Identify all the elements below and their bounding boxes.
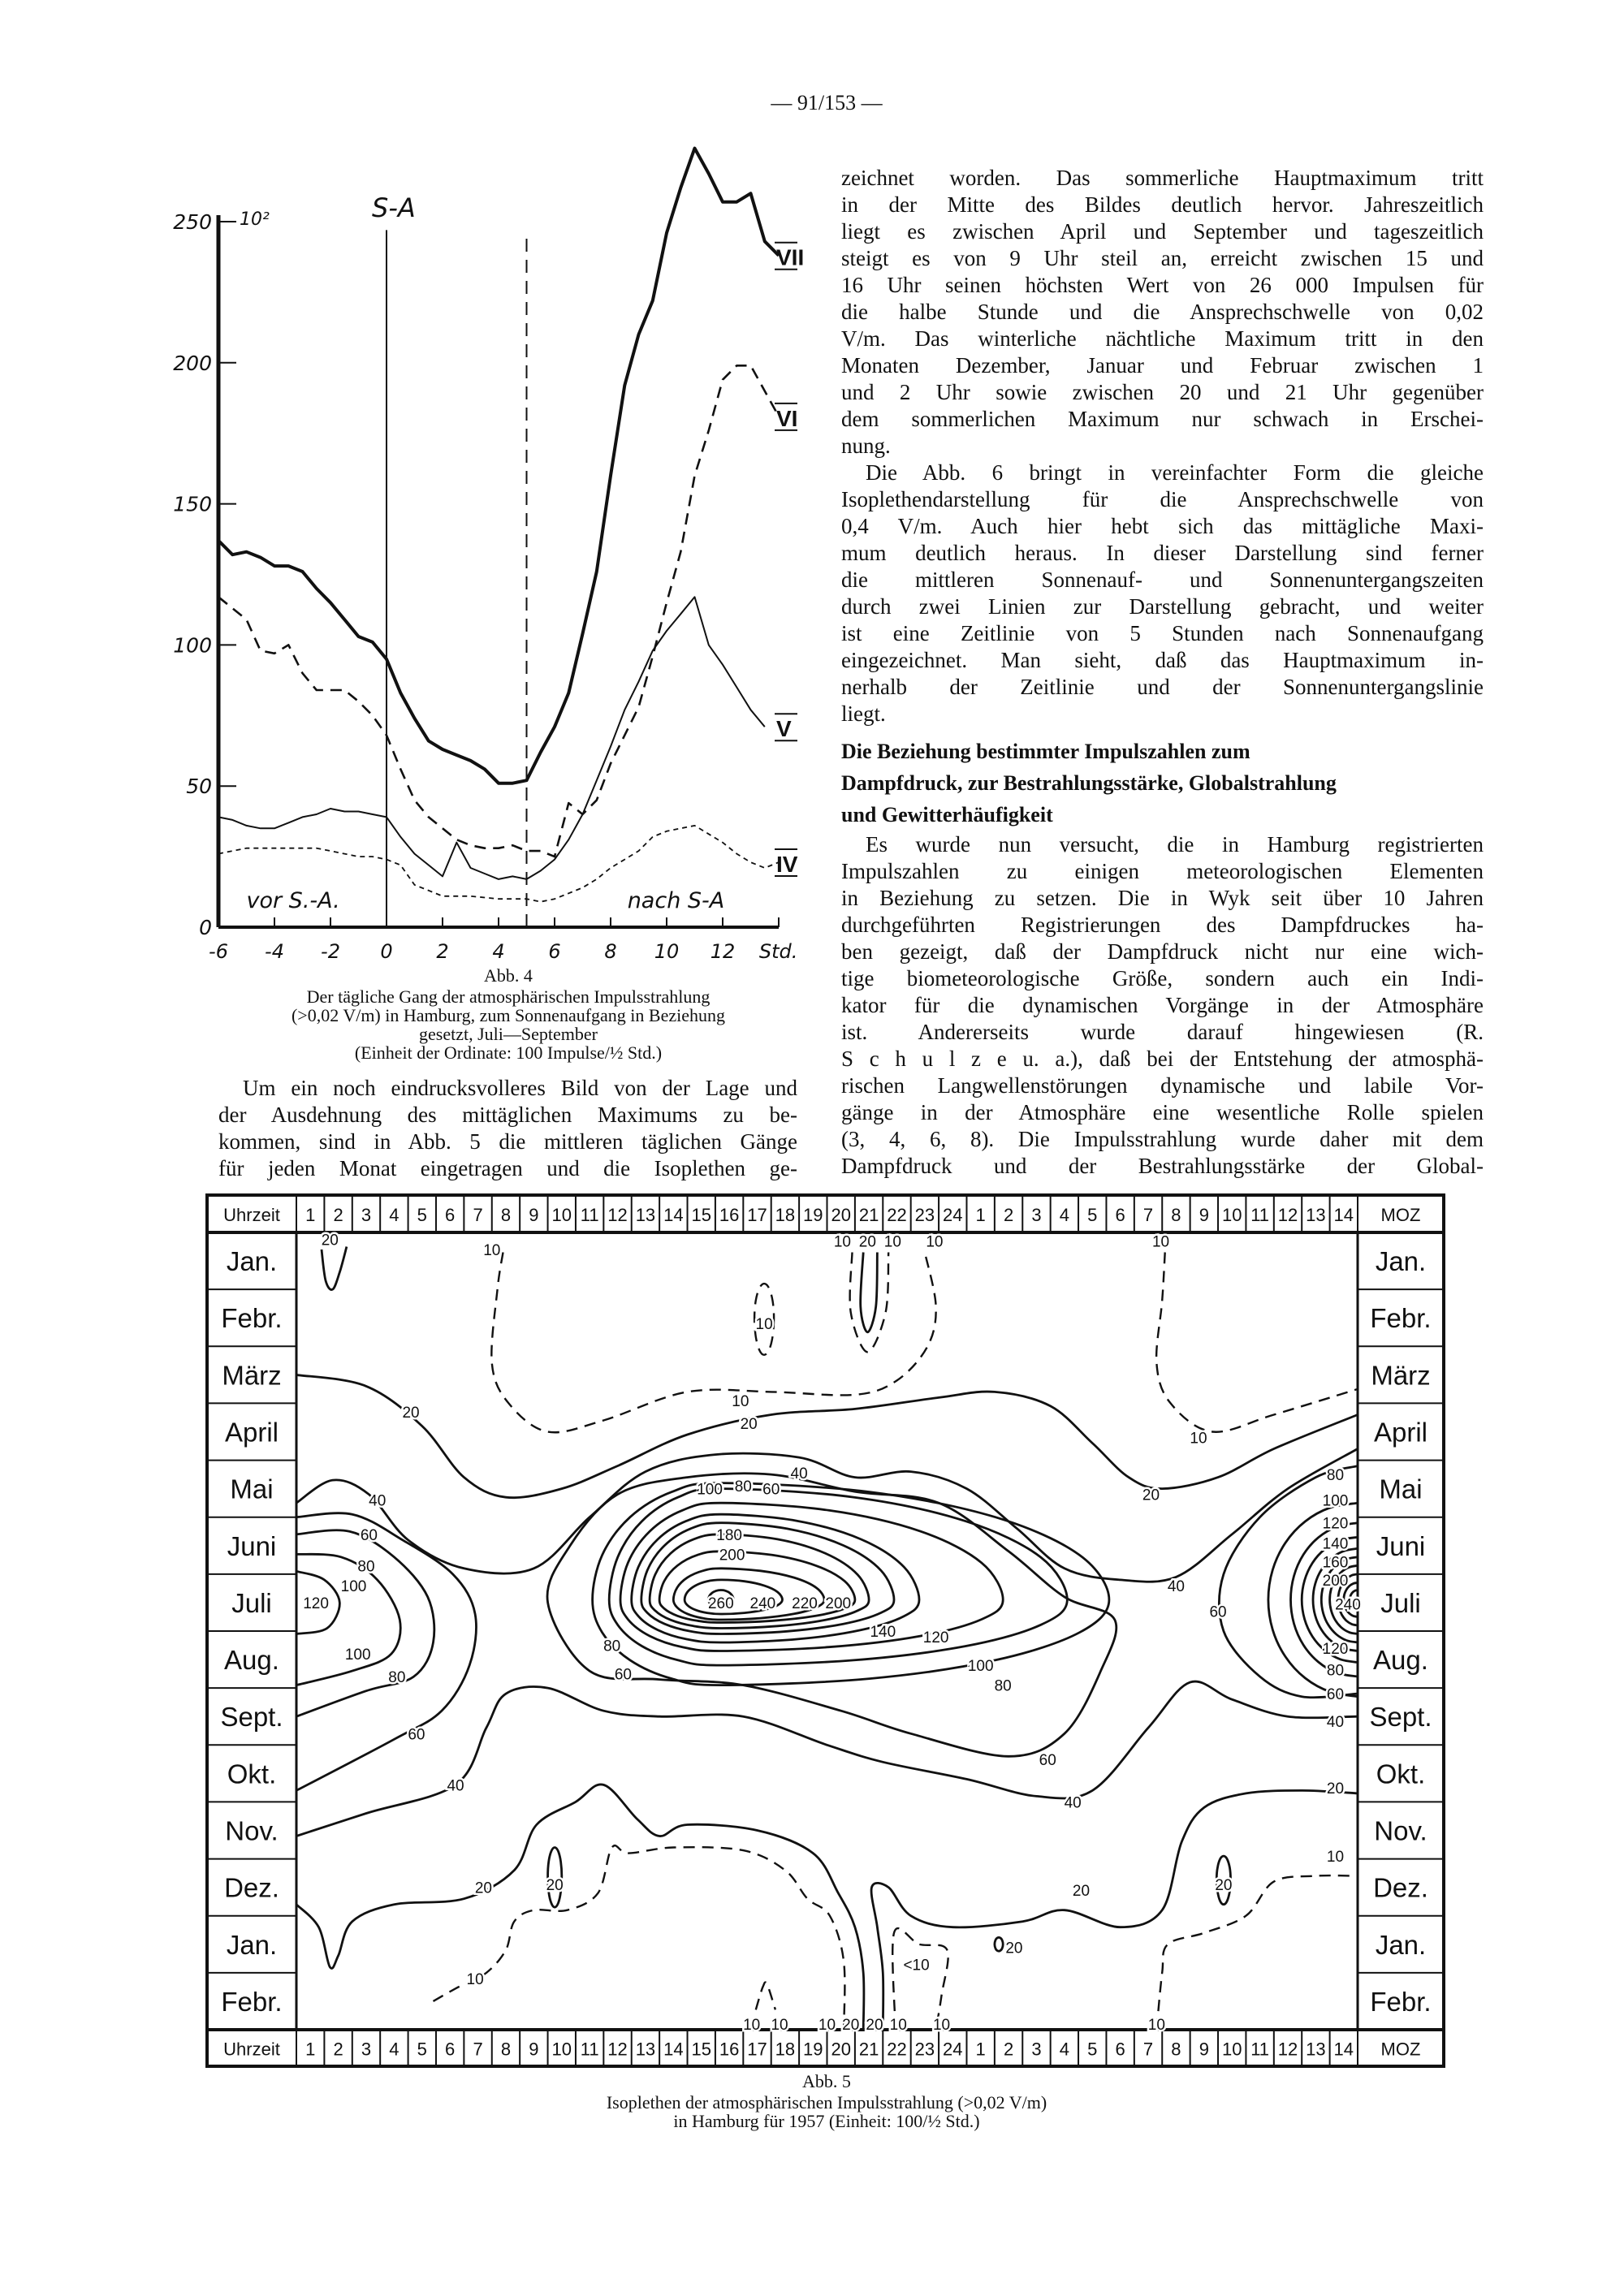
text-line: ist. Andererseits wurde darauf hingewiesen (R.: [841, 1020, 1484, 1044]
month-label-right: Juli: [1380, 1587, 1421, 1618]
isopleth-label: 10: [483, 1242, 501, 1260]
isopleth-label: 120: [1322, 1641, 1349, 1659]
month-label-left: April: [224, 1417, 279, 1448]
caption-line: (Einheit der Ordinate: 100 Impulse/½ Std.): [354, 1042, 663, 1063]
isopleth-label: 100: [697, 1481, 723, 1499]
isopleth-label: 60: [1209, 1603, 1227, 1621]
text-line: Isoplethendarstellung für die Ansprechschwelle von: [841, 487, 1484, 511]
caption-line: Isoplethen der atmosphärischen Impulsstrahlung (>0,02 V/m): [606, 2092, 1047, 2113]
isopleth-label: 80: [994, 1677, 1012, 1695]
text-line: liegt es zwischen April und September und tageszeitlich: [841, 219, 1484, 244]
hour-label-bottom: 13: [1306, 2039, 1326, 2060]
x-tick-label: -4: [265, 940, 284, 963]
text-line: die mittleren Sonnenauf- und Sonnenuntergangszeiten: [841, 568, 1484, 592]
figure-4-line-chart: [173, 149, 804, 963]
isopleth-label: 10: [466, 1970, 484, 1988]
text-line: V/m. Das winterliche nächtliche Maximum tritt in den: [841, 326, 1484, 351]
right-column-paragraph-3: [841, 831, 1484, 1180]
hour-label-bottom: 17: [747, 2039, 767, 2060]
isopleth-label: 260: [707, 1595, 734, 1612]
hour-label-bottom: 19: [803, 2039, 823, 2060]
month-label-left: März: [222, 1360, 282, 1391]
month-label-right: Jan.: [1375, 1246, 1427, 1277]
hour-label-bottom: 13: [635, 2039, 656, 2060]
hour-label-top: 23: [914, 1205, 935, 1225]
month-label-right: Nov.: [1374, 1815, 1427, 1846]
hour-label-top: 10: [1221, 1205, 1242, 1225]
hour-label-bottom: 6: [445, 2039, 456, 2060]
hour-label-top: 13: [1306, 1205, 1326, 1225]
figure-5-isopleth-chart: [207, 1195, 1444, 2066]
figure-5-caption: [487, 2072, 1166, 2130]
series-line-V: [218, 597, 765, 879]
hour-label-bottom: 8: [500, 2039, 512, 2060]
caption-line: in Hamburg für 1957 (Einheit: 100/½ Std.): [673, 2111, 980, 2131]
header-label-moz: MOZ: [1380, 1205, 1421, 1225]
hour-label-bottom: 12: [607, 2039, 628, 2060]
text-line: Dampfdruck und der Bestrahlungsstärke der Global-: [841, 1154, 1484, 1178]
month-label-left: Sept.: [220, 1702, 283, 1733]
month-label-left: Nov.: [225, 1815, 279, 1846]
isopleth-label: 100: [344, 1646, 371, 1664]
x-tick-label: 10: [654, 940, 680, 963]
isopleth-label: 10: [1151, 1233, 1170, 1251]
hour-label-bottom: 5: [1087, 2039, 1098, 2060]
x-tick-label: 8: [604, 940, 617, 963]
x-tick-label: 6: [548, 940, 561, 963]
isopleth-label: 20: [546, 1877, 564, 1895]
month-label-right: April: [1373, 1417, 1428, 1448]
hour-label-bottom: 14: [1333, 2039, 1354, 2060]
right-column-paragraph-2: [841, 460, 1484, 727]
isopleth-label: 10: [932, 2016, 951, 2034]
x-tick-label: 0: [380, 940, 393, 963]
text-line: nerhalb der Zeitlinie und der Sonnenuntergangslinie: [841, 675, 1484, 699]
text-line: dem sommerlichen Maximum nur schwach in Erschei-: [841, 407, 1484, 431]
text-line: kommen, sind in Abb. 5 die mittleren täglichen Gänge: [218, 1129, 797, 1154]
isopleth-label: 60: [1326, 1686, 1345, 1704]
month-label-left: Juli: [231, 1587, 272, 1618]
isopleth-label: 20: [1005, 1940, 1023, 1957]
hour-label-bottom: 24: [943, 2039, 963, 2060]
right-column-paragraph-1: [841, 165, 1484, 460]
left-column-text: [218, 1075, 797, 1182]
hour-label-top: 18: [775, 1205, 796, 1225]
text-line: die halbe Stunde und die Ansprechschwelle von 0,02: [841, 300, 1484, 324]
month-label-left: Jan.: [226, 1246, 278, 1277]
isopleth-label: 10: [771, 2016, 788, 2034]
hour-label-bottom: 3: [1031, 2039, 1042, 2060]
hour-label-top: 20: [831, 1205, 851, 1225]
series-label-VII: VII: [776, 244, 805, 270]
isopleth-label: 40: [369, 1492, 387, 1510]
section-heading: [841, 736, 1484, 831]
isopleth-label: 240: [1335, 1596, 1361, 1614]
chart-frame: [207, 1195, 1444, 2066]
hour-label-bottom: 4: [1059, 2039, 1069, 2060]
hour-label-top: 2: [1003, 1205, 1014, 1225]
hour-label-bottom: 10: [551, 2039, 572, 2060]
y-unit-label: 10²: [240, 209, 270, 230]
isopleth-label: 10: [833, 1233, 851, 1251]
hour-label-top: 6: [445, 1205, 456, 1225]
series-label-IV: IV: [776, 852, 798, 878]
caption-line: (>0,02 V/m) in Hamburg, zum Sonnenaufgang in Beziehung: [291, 1005, 725, 1025]
isopleth-label: 40: [1326, 1713, 1345, 1731]
isopleth-label: 10: [1190, 1430, 1207, 1448]
isopleth-label: 20: [842, 2016, 860, 2034]
isopleth-label: 200: [825, 1595, 852, 1612]
text-line: Es wurde nun versucht, die in Hamburg registrierten: [866, 832, 1484, 857]
isopleth-label: 100: [967, 1658, 994, 1676]
month-label-right: März: [1371, 1360, 1431, 1391]
isopleth-label: 40: [1167, 1577, 1186, 1595]
text-line: in Beziehung zu setzen. Die in Wyk seit über 10 Jahren: [841, 886, 1484, 910]
isopleth-label: 80: [357, 1558, 375, 1576]
isopleth-label: 40: [447, 1777, 464, 1795]
month-label-left: Dez.: [224, 1872, 279, 1903]
hour-label-top: 8: [1171, 1205, 1181, 1225]
text-line: Um ein noch eindrucksvolleres Bild von der Lage und: [243, 1076, 797, 1100]
heading-line: und Gewitterhäufigkeit: [841, 803, 1053, 826]
text-line: durch zwei Linien zur Darstellung gebracht, und weiter: [841, 594, 1484, 619]
after-sunrise-label: nach S-A: [627, 888, 725, 913]
hour-label-top: 3: [361, 1205, 372, 1225]
x-tick-label: -6: [209, 940, 228, 963]
before-sunrise-label: vor S.-A.: [246, 888, 340, 913]
caption-line: Der tägliche Gang der atmosphärischen Impulsstrahlung: [306, 986, 710, 1007]
text-line: der Ausdehnung des mittäglichen Maximums zu be-: [218, 1103, 797, 1127]
hour-label-bottom: 7: [1142, 2039, 1154, 2060]
figure-number: Abb. 5: [802, 2071, 851, 2091]
hour-label-top: 5: [1087, 1205, 1098, 1225]
y-tick-label: 0: [199, 916, 212, 939]
month-label-left: Febr.: [221, 1303, 283, 1334]
hour-label-bottom: 1: [305, 2039, 316, 2060]
hour-label-bottom: 11: [1250, 2039, 1270, 2060]
y-tick-label: 250: [173, 210, 212, 234]
month-label-left: Febr.: [221, 1986, 283, 2017]
isopleth-label: 20: [740, 1415, 758, 1433]
month-label-right: Mai: [1379, 1474, 1423, 1504]
month-label-left: Mai: [230, 1474, 274, 1504]
text-line: in der Mitte des Bildes deutlich hervor. Jahreszeitlich: [841, 192, 1484, 217]
isopleth-label: 10: [755, 1316, 773, 1334]
isopleth-label: 80: [388, 1669, 406, 1687]
isopleth-label: 20: [474, 1880, 493, 1897]
isopleth-label: 140: [870, 1624, 896, 1641]
hour-label-top: 12: [607, 1205, 628, 1225]
hour-label-top: 9: [529, 1205, 539, 1225]
isopleth-label: 60: [1039, 1751, 1056, 1769]
isopleth-label: 10: [926, 1233, 944, 1251]
hour-label-bottom: 21: [858, 2039, 879, 2060]
text-line: 16 Uhr seinen höchsten Wert von 26 000 Impulsen für: [841, 273, 1484, 297]
y-tick-label: 150: [173, 492, 212, 516]
month-label-left: Jan.: [226, 1929, 278, 1960]
isopleth-label: <10: [903, 1957, 930, 1974]
hour-label-bottom: 18: [775, 2039, 796, 2060]
hour-label-bottom: 16: [719, 2039, 740, 2060]
hour-label-top: 17: [747, 1205, 767, 1225]
corner-label-uhrzeit: Uhrzeit: [223, 2039, 280, 2060]
hour-label-top: 9: [1199, 1205, 1209, 1225]
hour-label-top: 11: [1250, 1205, 1270, 1225]
hour-label-top: 1: [975, 1205, 986, 1225]
isopleth-label: 10: [743, 2016, 761, 2034]
hour-label-top: 8: [500, 1205, 512, 1225]
isopleth-label: 60: [408, 1726, 425, 1744]
hour-label-top: 1: [305, 1205, 316, 1225]
text-line: Impulszahlen zu einigen meteorologischen Elementen: [841, 859, 1484, 883]
text-line: eingezeichnet. Man sieht, daß das Hauptmaximum in-: [841, 648, 1484, 672]
text-line: tige biometeorologische Größe, sondern auch ein Indi-: [841, 966, 1484, 990]
text-line: S c h u l z e u. a.), daß bei der Entstehung der atmosphä-: [841, 1047, 1484, 1071]
isopleth-label: 100: [340, 1577, 367, 1595]
x-tick-label: 12: [710, 940, 736, 963]
hour-label-bottom: 14: [663, 2039, 684, 2060]
text-line: mum deutlich heraus. In dieser Darstellung sind ferner: [841, 541, 1484, 565]
series-label-V: V: [776, 716, 792, 742]
isopleth-label: 10: [732, 1392, 749, 1410]
hour-label-top: 13: [635, 1205, 656, 1225]
hour-label-bottom: 23: [914, 2039, 935, 2060]
caption-line: gesetzt, Juli—September: [419, 1024, 598, 1044]
month-label-right: Dez.: [1373, 1872, 1428, 1903]
isopleth-label: 60: [762, 1481, 780, 1499]
month-label-right: Okt.: [1376, 1759, 1426, 1789]
hour-label-bottom: 10: [1221, 2039, 1242, 2060]
x-tick-label: 4: [492, 940, 505, 963]
y-tick-label: 200: [173, 351, 212, 375]
hour-label-bottom: 8: [1171, 2039, 1181, 2060]
isopleth-label: 20: [1215, 1877, 1233, 1895]
isopleth-label: 20: [321, 1232, 339, 1249]
hour-label-top: 22: [887, 1205, 907, 1225]
isopleth-label: 20: [1072, 1883, 1091, 1901]
sunrise-label: S-A: [372, 192, 416, 223]
isopleth-label: 240: [749, 1595, 776, 1612]
text-line: ben gezeigt, daß der Dampfdruck nicht nur eine wich-: [841, 939, 1484, 964]
hour-label-top: 19: [803, 1205, 823, 1225]
hour-label-bottom: 2: [1003, 2039, 1014, 2060]
month-label-right: Febr.: [1370, 1303, 1432, 1334]
isopleth-label: 200: [719, 1547, 745, 1564]
isopleth-label: 20: [402, 1404, 420, 1422]
hour-label-top: 3: [1031, 1205, 1042, 1225]
isopleth-label: 80: [1326, 1662, 1345, 1680]
text-line: liegt.: [841, 701, 886, 726]
hour-label-bottom: 20: [831, 2039, 851, 2060]
hour-label-top: 14: [663, 1205, 684, 1225]
text-line: zeichnet worden. Das sommerliche Hauptmaximum tritt: [841, 166, 1484, 190]
text-line: Die Abb. 6 bringt in vereinfachter Form die gleiche: [866, 460, 1484, 485]
hour-label-bottom: 7: [473, 2039, 483, 2060]
x-axis-label: Std.: [758, 940, 798, 963]
hour-label-bottom: 22: [887, 2039, 907, 2060]
hour-label-bottom: 4: [389, 2039, 400, 2060]
text-line: steigt es von 9 Uhr steil an, erreicht zwischen 15 und: [841, 246, 1484, 270]
month-label-left: Aug.: [224, 1645, 279, 1676]
isopleth-label: 60: [360, 1526, 378, 1544]
hour-label-top: 4: [1059, 1205, 1069, 1225]
month-label-right: Febr.: [1370, 1986, 1432, 2017]
series-label-VI: VI: [776, 405, 798, 431]
series-line-VII: [218, 149, 779, 783]
isopleth-label: 20: [1326, 1780, 1345, 1798]
hour-label-top: 15: [691, 1205, 711, 1225]
hour-label-top: 24: [943, 1205, 963, 1225]
isopleth-label: 160: [1322, 1554, 1349, 1572]
isopleth-label: 220: [792, 1595, 818, 1612]
isopleth-label: 80: [734, 1478, 752, 1496]
isopleth-label: 20: [866, 2016, 883, 2034]
hour-label-bottom: 12: [1277, 2039, 1298, 2060]
x-tick-label: 2: [436, 940, 449, 963]
isopleth-label: 10: [889, 2016, 907, 2034]
y-tick-label: 50: [186, 775, 212, 799]
corner-label-uhrzeit: Uhrzeit: [223, 1205, 280, 1225]
hour-label-bottom: 6: [1115, 2039, 1125, 2060]
hour-label-top: 7: [473, 1205, 483, 1225]
isopleth-label: 40: [790, 1465, 808, 1483]
month-label-left: Okt.: [227, 1759, 277, 1789]
text-line: (3, 4, 6, 8). Die Impulsstrahlung wurde daher mit dem: [841, 1127, 1484, 1151]
hour-label-bottom: 11: [580, 2039, 599, 2060]
isopleth-label: 120: [1322, 1515, 1349, 1533]
text-line: Monaten Dezember, Januar und Februar zwischen 1: [841, 353, 1484, 378]
isopleth-label: 60: [614, 1666, 632, 1684]
hour-label-bottom: 15: [691, 2039, 711, 2060]
month-label-right: Aug.: [1373, 1645, 1428, 1676]
hour-label-top: 16: [719, 1205, 740, 1225]
isopleth-label: 10: [883, 1233, 901, 1251]
isopleth-label: 180: [716, 1526, 742, 1544]
hour-label-bottom: 9: [529, 2039, 539, 2060]
hour-label-top: 6: [1115, 1205, 1125, 1225]
page-number: — 91/153 —: [771, 91, 883, 114]
isopleth-label: 10: [1147, 2016, 1165, 2034]
month-label-right: Jan.: [1375, 1929, 1427, 1960]
isopleth-label: 100: [1322, 1492, 1349, 1510]
isopleth-label: 20: [1142, 1487, 1160, 1504]
hour-label-bottom: 5: [417, 2039, 427, 2060]
hour-label-top: 12: [1277, 1205, 1298, 1225]
hour-label-bottom: 2: [333, 2039, 343, 2060]
isopleth-label: 40: [1064, 1794, 1082, 1812]
text-line: gänge in der Atmosphäre eine wesentliche Rolle spielen: [841, 1100, 1484, 1124]
text-line: rischen Langwellenstörungen dynamische und labile Vor-: [841, 1073, 1484, 1098]
hour-label-top: 14: [1333, 1205, 1354, 1225]
hour-label-top: 4: [389, 1205, 400, 1225]
month-label-right: Juni: [1376, 1530, 1426, 1561]
month-label-left: Juni: [227, 1530, 277, 1561]
isopleth-label: 10: [1326, 1849, 1345, 1867]
isopleth-label: 80: [603, 1638, 621, 1655]
hour-label-bottom: 1: [975, 2039, 986, 2060]
text-line: für jeden Monat eingetragen und die Isoplethen ge-: [218, 1156, 797, 1180]
hour-label-top: 2: [333, 1205, 343, 1225]
hour-label-bottom: 3: [361, 2039, 372, 2060]
figure-number: Abb. 4: [484, 965, 533, 986]
isopleth-label: 140: [1322, 1535, 1349, 1553]
text-line: nung.: [841, 434, 891, 458]
text-line: durchgeführten Registrierungen des Dampfdruckes ha-: [841, 913, 1484, 937]
isopleth-label: 120: [303, 1595, 329, 1612]
heading-line: Die Beziehung bestimmter Impulszahlen zum: [841, 740, 1250, 763]
figure-4-caption: [219, 966, 797, 1062]
text-line: 0,4 V/m. Auch hier hebt sich das mittägliche Maxi-: [841, 514, 1484, 538]
isopleth-label: 10: [818, 2016, 836, 2034]
hour-label-bottom: 9: [1199, 2039, 1209, 2060]
isopleth-label: 80: [1326, 1467, 1345, 1485]
hour-label-top: 21: [858, 1205, 879, 1225]
text-line: und 2 Uhr sowie zwischen 20 und 21 Uhr gegenüber: [841, 380, 1484, 404]
x-tick-label: -2: [321, 940, 340, 963]
header-label-moz: MOZ: [1380, 2039, 1421, 2060]
hour-label-top: 5: [417, 1205, 427, 1225]
isopleth-label: 120: [922, 1629, 949, 1647]
text-line: ist eine Zeitlinie von 5 Stunden nach Sonnenaufgang: [841, 621, 1484, 645]
hour-label-top: 7: [1142, 1205, 1154, 1225]
hour-label-top: 11: [580, 1205, 599, 1225]
heading-line: Dampfdruck, zur Bestrahlungsstärke, Globalstrahlung: [841, 771, 1337, 795]
hour-label-top: 10: [551, 1205, 572, 1225]
isopleth-label: 200: [1322, 1572, 1349, 1590]
month-label-right: Sept.: [1369, 1702, 1432, 1733]
text-line: kator für die dynamischen Vorgänge in der Atmosphäre: [841, 993, 1484, 1017]
y-tick-label: 100: [173, 633, 212, 658]
isopleth-label: 20: [858, 1233, 876, 1251]
